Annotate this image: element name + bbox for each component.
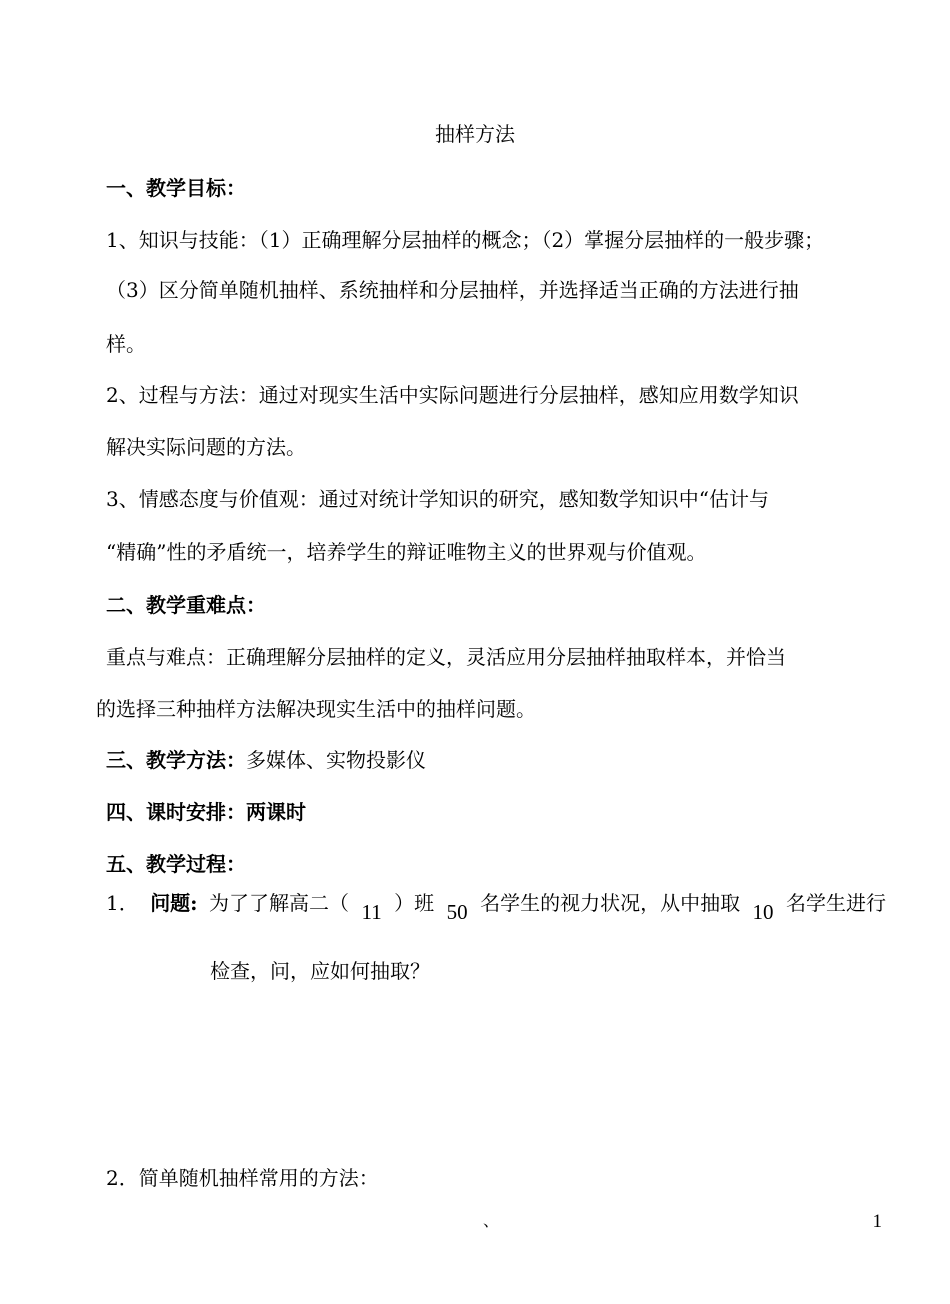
section-heading-schedule: 四、课时安排：两课时: [106, 800, 306, 824]
goal1-line2: （3）区分简单随机抽样、系统抽样和分层抽样，并选择适当正确的方法进行抽: [106, 278, 799, 302]
footer-mark: 、: [483, 1211, 500, 1230]
goal3-line1: 3、情感态度与价值观：通过对统计学知识的研究，感知数学知识中“估计与: [106, 487, 769, 511]
question1-text1: 为了了解高二（: [209, 891, 350, 915]
section-heading-goals: 一、教学目标：: [106, 176, 246, 200]
goal2-line2: 解决实际问题的方法。: [106, 435, 306, 459]
section-heading-process: 五、教学过程：: [106, 852, 246, 876]
question1-line1: [106, 889, 886, 924]
question1-number: 1．: [106, 891, 139, 915]
page-number: 1: [872, 1211, 882, 1232]
document-title: 抽样方法: [435, 122, 515, 146]
question1-text3: 名学生的视力状况，从中抽取: [480, 891, 741, 915]
question1-text4: 名学生进行: [785, 891, 886, 915]
section-heading-keypoints: 二、教学重难点：: [106, 593, 266, 617]
goal3-line2: “精确”性的矛盾统一，培养学生的辩证唯物主义的世界观与价值观。: [106, 540, 707, 564]
question1-line2: 检查，问，应如何抽取？: [210, 959, 430, 983]
keypoints-line2: 的选择三种抽样方法解决现实生活中的抽样问题。: [96, 697, 536, 721]
section-heading-methods: 三、教学方法：: [106, 748, 246, 772]
goal2-line1: 2、过程与方法：通过对现实生活中实际问题进行分层抽样，感知应用数学知识: [106, 383, 799, 407]
class-number: 11: [361, 900, 382, 924]
keypoints-line1: 重点与难点：正确理解分层抽样的定义，灵活应用分层抽样抽取样本，并恰当: [106, 645, 786, 669]
methods-text: 多媒体、实物投影仪: [246, 748, 426, 772]
question1-text2: ）班: [394, 891, 435, 915]
student-count: 50: [446, 900, 468, 924]
goal1-line3: 样。: [106, 332, 146, 356]
section-methods: [106, 746, 886, 774]
question1-label: 问题:: [150, 891, 198, 915]
sample-size: 10: [752, 900, 774, 924]
question2: 2．简单随机抽样常用的方法：: [106, 1166, 379, 1190]
goal1-line1: 1、知识与技能：（1）正确理解分层抽样的概念；（2）掌握分层抽样的一般步骤；: [106, 228, 825, 252]
